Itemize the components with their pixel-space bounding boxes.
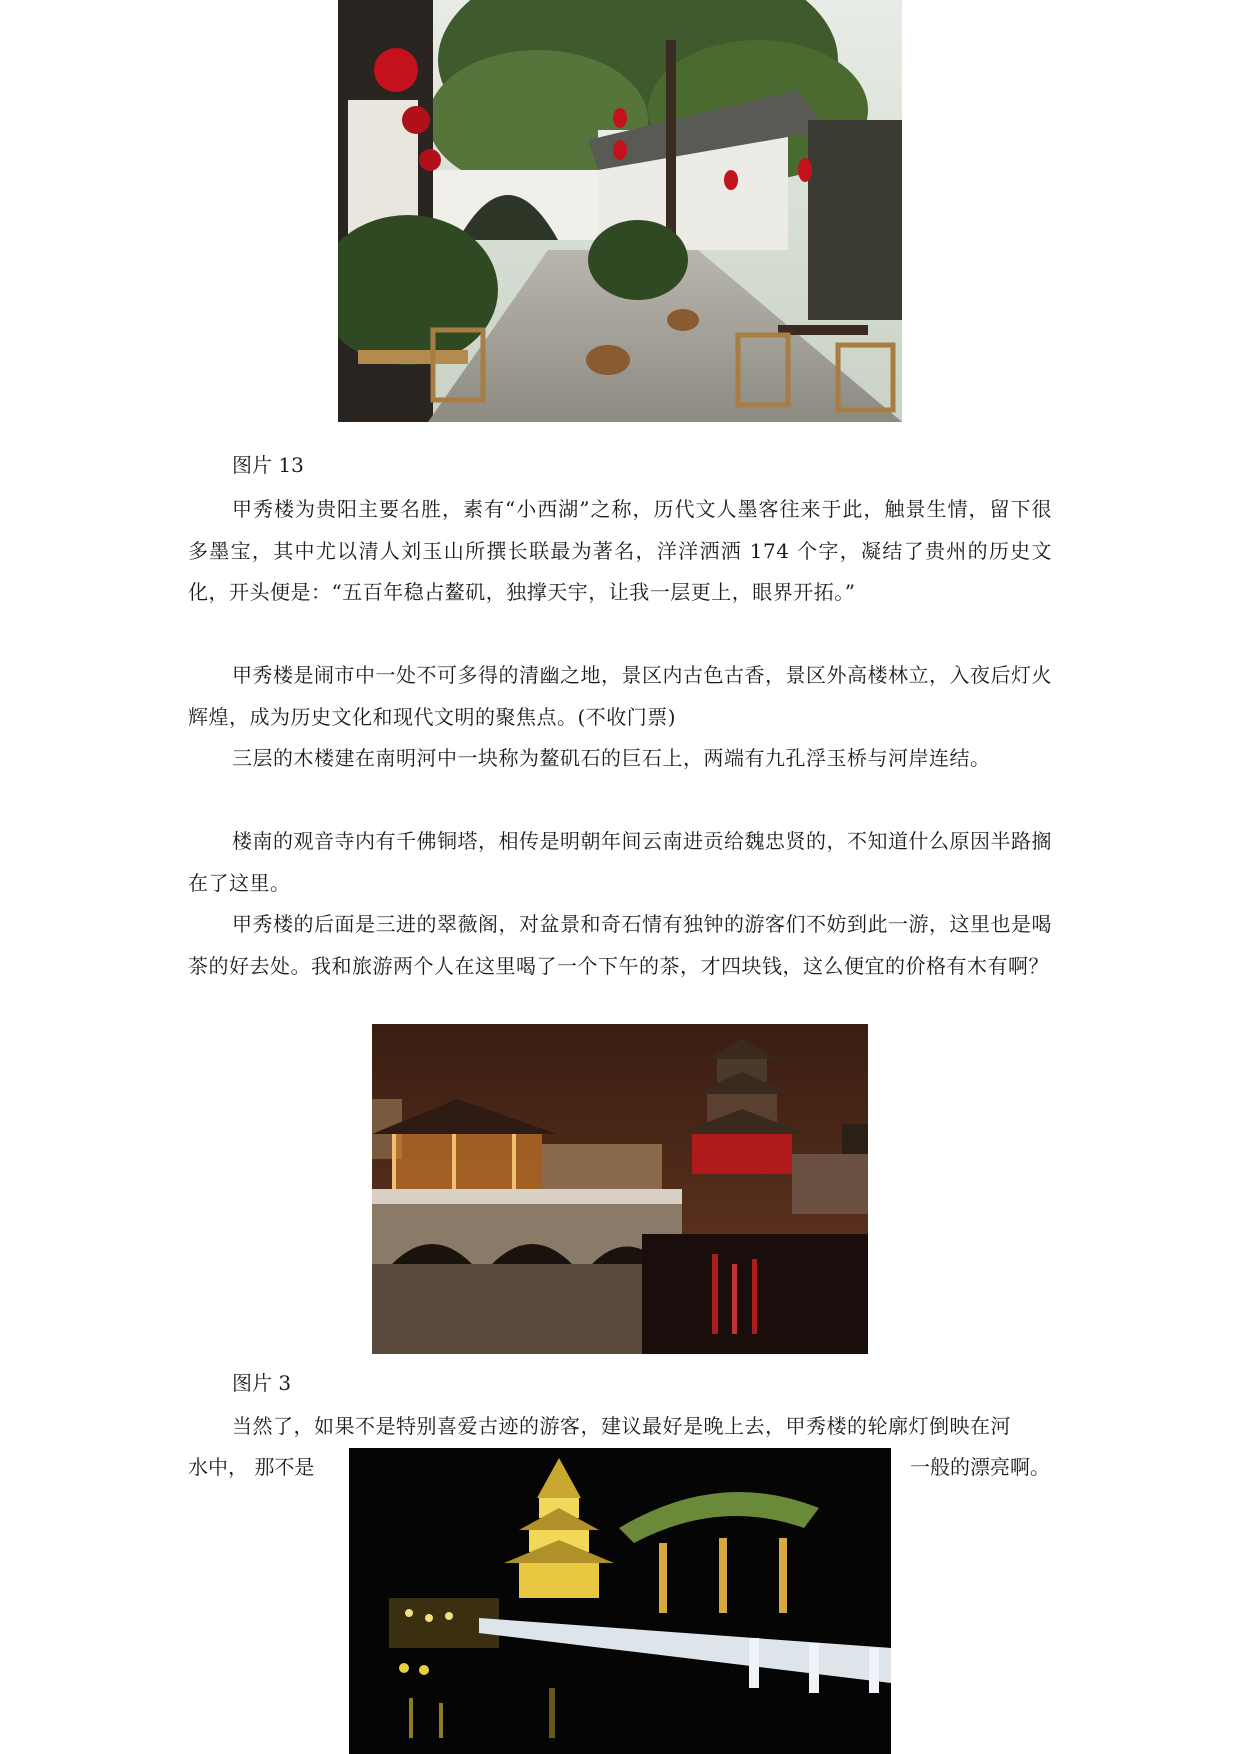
paragraph-night-visit: 当然了，如果不是特别喜爱古迹的游客，建议最好是晚上去，甲秀楼的轮廓灯倒映在河 xyxy=(232,1414,1011,1438)
night-bridge-photo xyxy=(372,1024,868,1354)
paragraph-night-visit-left: 水中， 那不是 xyxy=(188,1455,315,1479)
figure-caption-13: 图片 13 xyxy=(232,453,304,477)
figure-caption-3: 图片 3 xyxy=(232,1371,292,1395)
paragraph-intro: 甲秀楼为贵阳主要名胜，素有“小西湖”之称，历代文人墨客往来于此，触景生情，留下很多墨宝，其中尤以清人刘玉山所撰长联最为著名，洋洋洒洒 174 个字，凝结了贵州的历史文化，开头便是：“五百年稳占鳌矶，独撑天宇，让我一层更上，眼界开拓。” xyxy=(188,497,1052,604)
illuminated-tower-photo xyxy=(349,1448,891,1754)
paragraph-night-visit-right: 一般的漂亮啊。 xyxy=(910,1455,1050,1479)
paragraph-cuiwei-pavilion: 甲秀楼的后面是三进的翠薇阁，对盆景和奇石情有独钟的游客们不妨到此一游，这里也是喝茶的好去处。我和旅游两个人在这里喝了一个下午的茶，才四块钱，这么便宜的价格有木有啊？ xyxy=(188,912,1052,978)
paragraph-wooden-tower: 三层的木楼建在南明河中一块称为鳌矶石的巨石上，两端有九孔浮玉桥与河岸连结。 xyxy=(232,746,991,770)
courtyard-photo xyxy=(338,0,902,422)
paragraph-guanyin-temple: 楼南的观音寺内有千佛铜塔，相传是明朝年间云南进贡给魏忠贤的，不知道什么原因半路搁在了这里。 xyxy=(188,829,1052,895)
paragraph-quiet-place: 甲秀楼是闹市中一处不可多得的清幽之地，景区内古色古香，景区外高楼林立，入夜后灯火辉煌，成为历史文化和现代文明的聚焦点。(不收门票) xyxy=(188,663,1052,729)
